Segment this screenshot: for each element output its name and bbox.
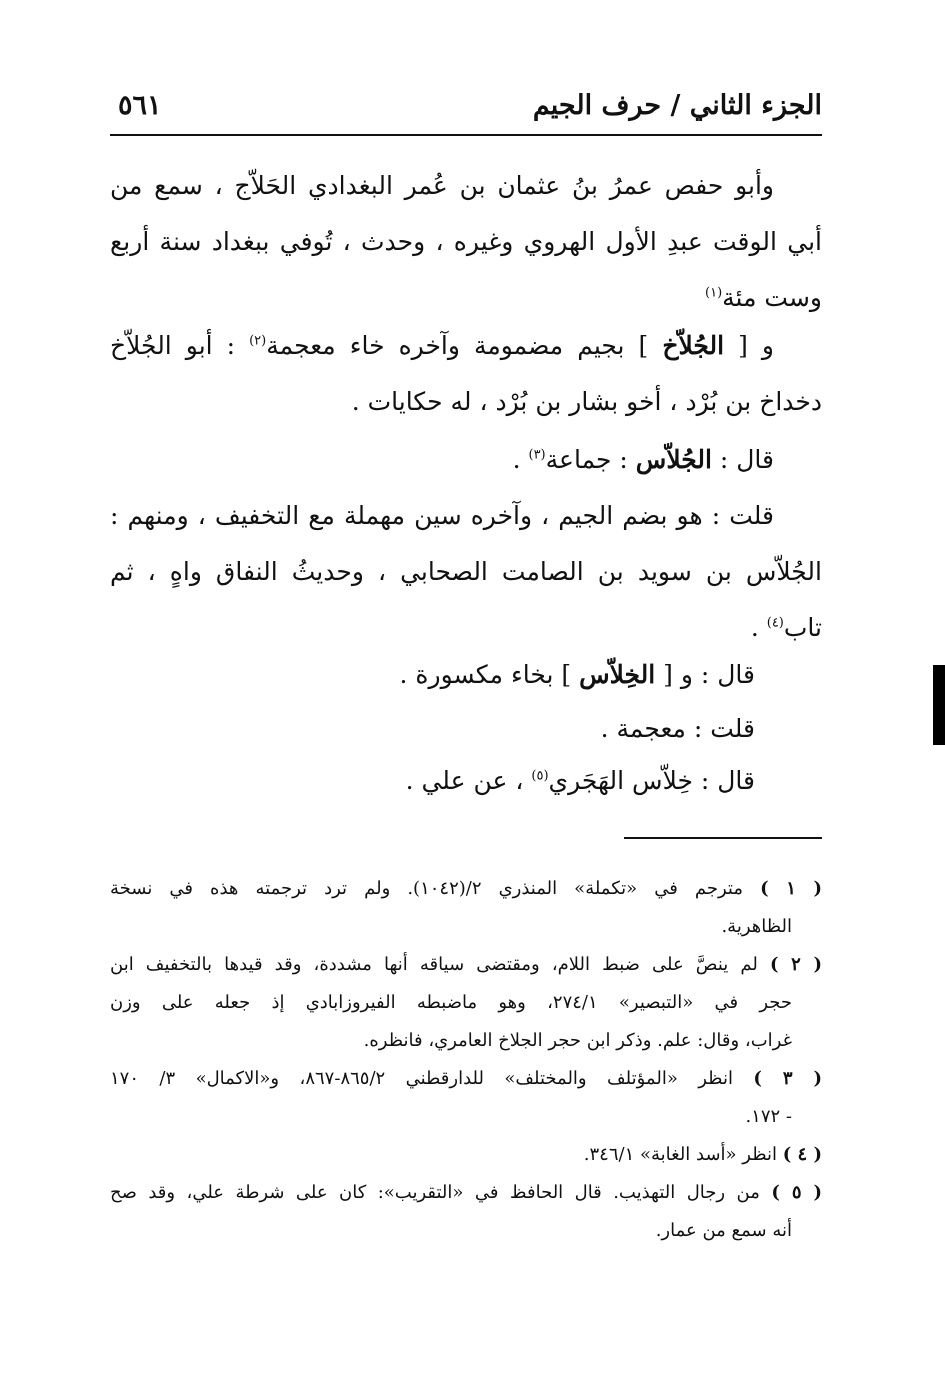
footnote-ref: (٥) — [531, 768, 549, 784]
footnote-2 — [110, 946, 822, 1060]
footnote-line — [110, 870, 822, 908]
paragraph-jullakh — [110, 318, 822, 430]
footnote-4 — [110, 1136, 822, 1174]
text-line — [110, 318, 822, 374]
paragraph-omar-hallaj — [110, 158, 822, 326]
text-fragment: : أبو الجُلاّخ — [110, 331, 236, 360]
footnote-text: انظر «أسد الغابة» ٣٤٦/١. — [583, 1144, 777, 1165]
thumb-index-tab — [933, 665, 945, 745]
footnotes — [110, 870, 822, 1250]
text-fragment: قلت : معجمة . — [600, 714, 755, 743]
footnote-text: انظر «المؤتلف والمختلف» للدارقطني ٨٦٥/٢-٨٦٧، و«الاكمال» ٣/ ١٧٠ — [110, 1068, 733, 1089]
footnote-marker: ( ٢ ) — [769, 954, 822, 975]
text-fragment: قال : — [719, 445, 774, 474]
paragraph-khillas-hajari — [406, 766, 755, 795]
text-line: أبي الوقت عبدِ الأول الهروي وغيره ، وحدث ، تُوفي ببغداد سنة أربع — [110, 227, 822, 256]
footnote-line — [110, 946, 822, 984]
text-line: قلت : هو بضم الجيم ، وآخره سين مهملة مع التخفيف ، ومنهم : — [110, 501, 774, 530]
footnote-marker: ( ٤ ) — [782, 1144, 822, 1165]
text-fragment: : جماعة — [545, 445, 628, 474]
text-fragment: قال : و [ — [663, 660, 755, 689]
footnote-line — [110, 1060, 822, 1098]
text-fragment: . — [750, 613, 759, 642]
running-title: الجزء الثاني / حرف الجيم — [532, 90, 822, 121]
footnote-line — [110, 1174, 822, 1212]
footnote-text: مترجم في «تكملة» المنذري ٢/(١٠٤٢). ولم ترد ترجمته هذه في نسخة — [110, 878, 744, 899]
paragraph-mujama — [601, 714, 755, 743]
footnote-marker: ( ٣ ) — [753, 1068, 822, 1089]
text-fragment: وست مئة — [722, 283, 822, 312]
text-fragment: . — [512, 445, 521, 474]
footnote-line: الظاهرية. — [721, 916, 792, 937]
footnote-ref: (٢) — [249, 333, 267, 349]
text-line — [110, 600, 822, 656]
text-fragment: تاب — [783, 613, 822, 642]
footnote-5 — [110, 1174, 822, 1250]
footnote-text: من رجال التهذيب. قال الحافظ في «التقريب»: كان على شرطة علي، وقد صح — [110, 1182, 760, 1203]
footnote-marker: ( ١ ) — [760, 878, 822, 899]
footnote-ref: (٣) — [528, 447, 546, 463]
entry-headword: الخِلاّس — [579, 660, 656, 689]
page-number: ٥٦١ — [118, 90, 162, 121]
text-line: الجُلاّس بن سويد بن الصامت الصحابي ، وحديثُ النفاق واهٍ ، ثم — [110, 557, 822, 586]
text-fragment: قال : خِلاّس الهَجَري — [548, 766, 755, 795]
footnote-divider — [624, 837, 822, 839]
paragraph-jullas — [110, 432, 822, 488]
text-line: دخداخ بن بُرْد ، أخو بشار بن بُرْد ، له حكايات . — [351, 387, 822, 416]
entry-headword: الجُلاّخ — [662, 331, 725, 360]
text-fragment: و [ — [738, 331, 774, 360]
text-fragment: ، عن علي . — [405, 766, 524, 795]
paragraph-jullas-note — [110, 488, 822, 656]
text-fragment: ] بجيم مضمومة وآخره خاء معجمة — [266, 331, 649, 360]
footnote-ref: (١) — [705, 285, 723, 301]
footnote-1 — [110, 870, 822, 946]
footnote-line: أنه سمع من عمار. — [655, 1220, 792, 1241]
entry-headword: الجُلاّس — [635, 445, 712, 474]
text-line: وأبو حفص عمرُ بنُ عثمان بن عُمر البغدادي الحَلاّج ، سمع من — [110, 171, 774, 200]
footnote-marker: ( ٥ ) — [771, 1182, 822, 1203]
footnote-line: - ١٧٢. — [745, 1106, 792, 1127]
text-fragment: ] بخاء مكسورة . — [399, 660, 572, 689]
footnote-ref: (٤) — [766, 615, 784, 631]
text-line — [110, 432, 822, 488]
footnote-line: غراب، وقال: علم. وذكر ابن حجر الجلاخ العامري، فانظره. — [363, 1030, 792, 1051]
footnote-text: لم ينصَّ على ضبط اللام، ومقتضى سياقه أنها مشددة، وقد قيدها بالتخفيف ابن — [110, 954, 758, 975]
footnote-line: حجر في «التبصير» ٢٧٤/١، وهو ماضبطه الفيروزابادي إذ جعله على وزن — [110, 992, 792, 1013]
paragraph-khillas — [400, 660, 755, 689]
page-header — [110, 86, 822, 136]
footnote-line — [110, 1136, 822, 1174]
footnote-3 — [110, 1060, 822, 1136]
